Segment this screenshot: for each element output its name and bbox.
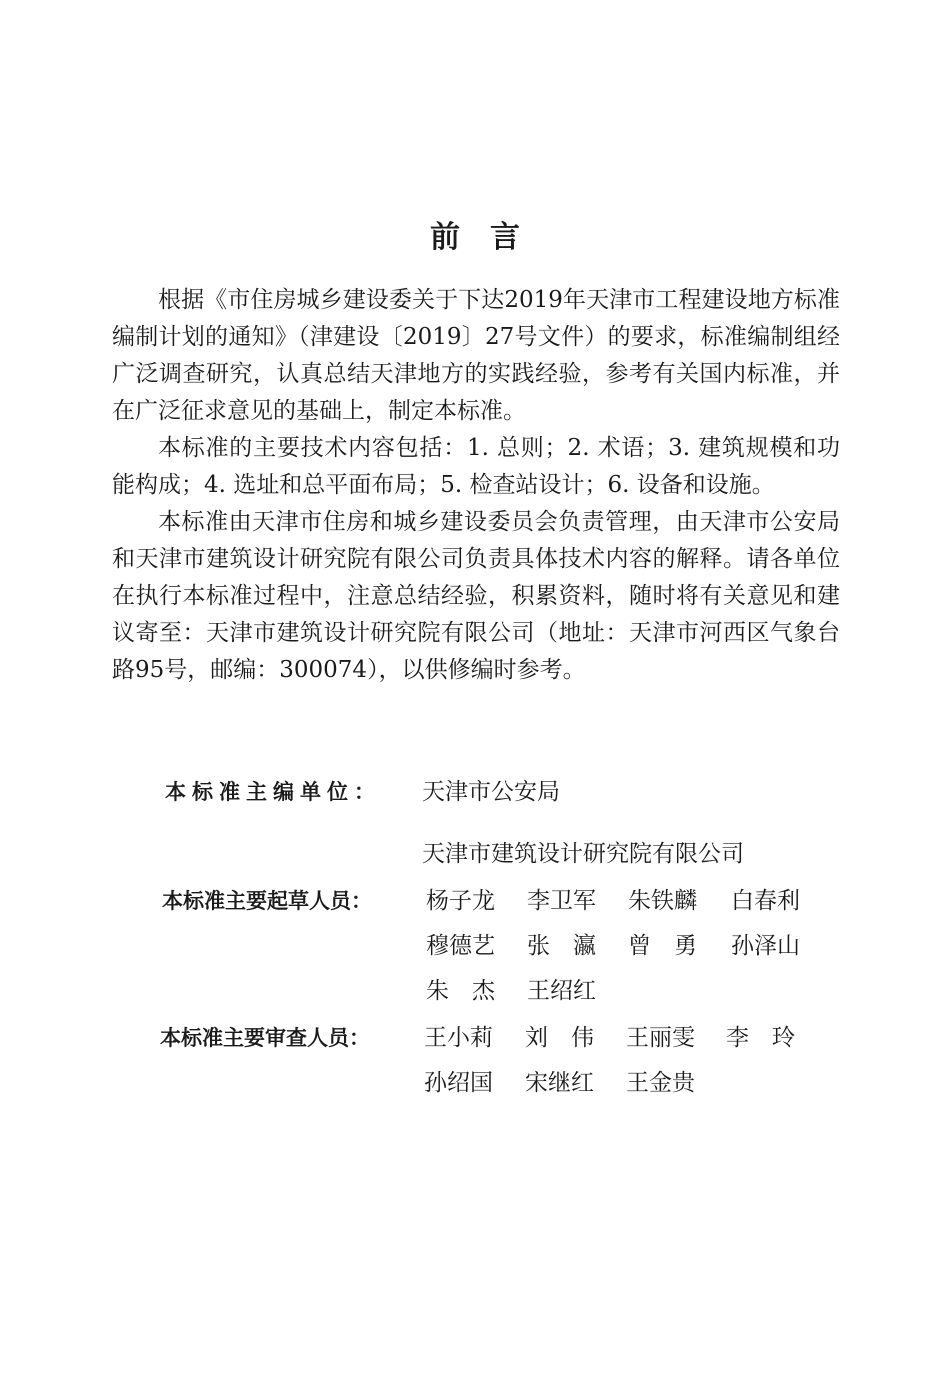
reviewer-name: 李 玲 bbox=[726, 1025, 795, 1051]
foreword-paragraph: 本标准由天津市住房和城乡建设委员会负责管理，由天津市公安局和天津市建筑设计研究院有限公司负责具体技术内容的解释。请各单位在执行本标准过程中，注意总结经验，积累资料，随时将有关意见和建议寄至：天津市建筑设计研究院有限公司（地址：天津市河西区气象台路95号，邮编：300074），以供修编时参考。 bbox=[112, 509, 840, 683]
drafter-name: 朱 杰 bbox=[426, 978, 495, 1004]
reviewers-label: 本标准主要审查人员： bbox=[160, 1026, 370, 1050]
reviewer-name: 孙绍国 bbox=[424, 1070, 493, 1096]
reviewer-name: 王小莉 bbox=[424, 1025, 493, 1051]
drafter-name: 张 瀛 bbox=[527, 933, 596, 959]
drafter-name: 穆德艺 bbox=[426, 933, 495, 959]
reviewer-name: 刘 伟 bbox=[525, 1025, 594, 1051]
chief-unit: 天津市建筑设计研究院有限公司 bbox=[422, 841, 744, 867]
reviewer-name: 王丽雯 bbox=[626, 1025, 695, 1051]
page-title: 前言 bbox=[430, 220, 550, 255]
foreword-paragraph: 根据《市住房城乡建设委关于下达2019年天津市工程建设地方标准编制计划的通知》（津建设〔2019〕27号文件）的要求，标准编制组经广泛调查研究，认真总结天津地方的实践经验，参考有关国内标准，并在广泛征求意见的基础上，制定本标准。 bbox=[112, 287, 840, 424]
foreword-body bbox=[112, 282, 840, 689]
drafter-name: 李卫军 bbox=[527, 888, 596, 914]
reviewer-name: 宋继红 bbox=[525, 1070, 594, 1096]
drafter-name: 白春利 bbox=[731, 888, 800, 914]
chief-unit: 天津市公安局 bbox=[422, 779, 560, 805]
foreword-paragraph: 本标准的主要技术内容包括：1. 总则；2. 术语；3. 建筑规模和功能构成；4. 选址和总平面布局；5. 检查站设计；6. 设备和设施。 bbox=[112, 435, 840, 498]
drafter-name: 曾 勇 bbox=[628, 933, 697, 959]
drafter-name: 孙泽山 bbox=[731, 933, 800, 959]
chief-units-label: 本标准主编单位： bbox=[165, 780, 381, 804]
drafter-name: 朱铁麟 bbox=[628, 888, 697, 914]
drafters-label: 本标准主要起草人员： bbox=[162, 889, 372, 913]
drafter-name: 杨子龙 bbox=[426, 888, 495, 914]
drafter-name: 王绍红 bbox=[527, 978, 596, 1004]
reviewer-name: 王金贵 bbox=[626, 1070, 695, 1096]
